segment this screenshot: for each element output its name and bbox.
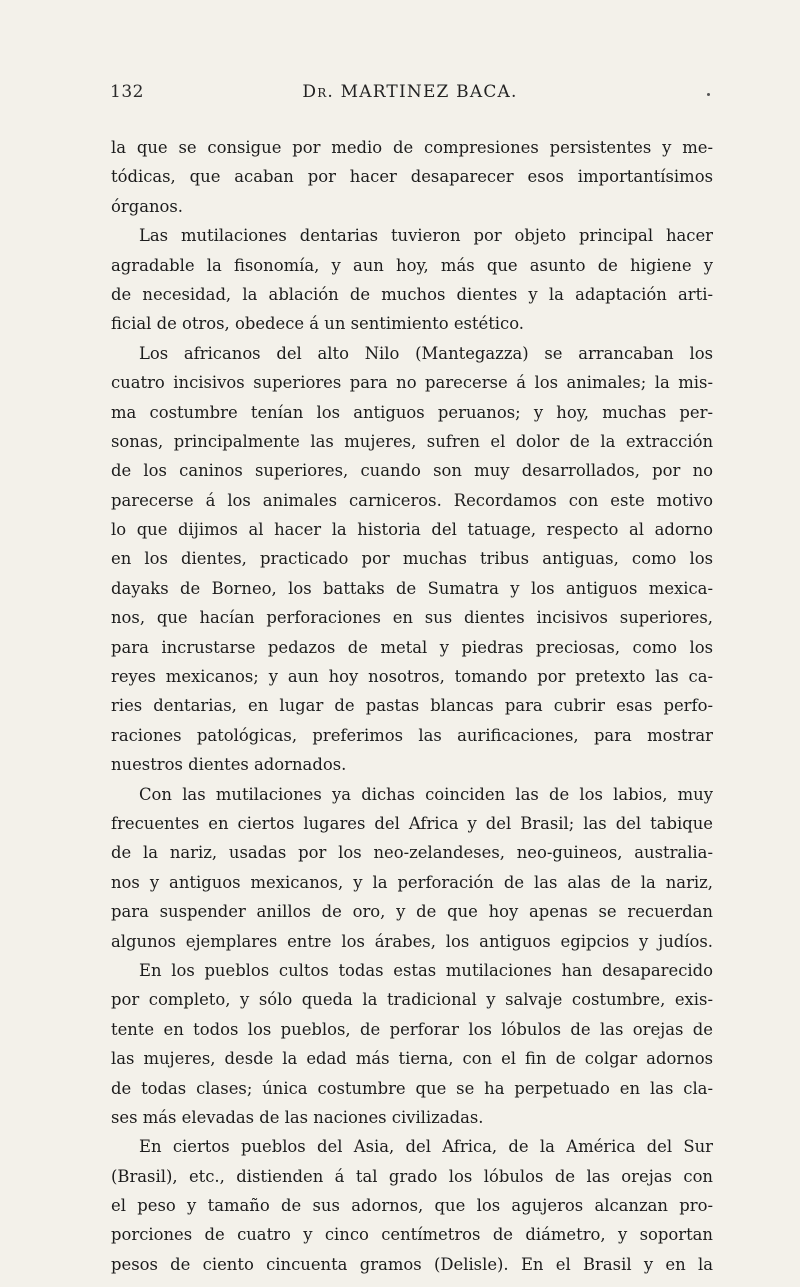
text-line: Los africanos del alto Nilo (Mantegazza) se arrancaban los xyxy=(139,343,713,363)
text-line: de todas clases; única costumbre que se ha perpetuado en las cla- xyxy=(111,1078,713,1098)
text-line: reyes mexicanos; y aun hoy nosotros, tomando por pretexto las ca- xyxy=(111,667,713,687)
text-line: Con las mutilaciones ya dichas coinciden las de los labios, muy xyxy=(139,784,713,804)
text-line: órganos. xyxy=(111,196,184,216)
text-line: (Brasil), etc., distienden á tal grado los lóbulos de las orejas con xyxy=(111,1166,713,1186)
text-line: de la nariz, usadas por los neo-zelandeses, neo-guineos, australia- xyxy=(111,843,713,863)
text-line: para incrustarse pedazos de metal y piedras preciosas, como los xyxy=(111,637,713,657)
text-line: las mujeres, desde la edad más tierna, con el fin de colgar adornos xyxy=(111,1049,713,1069)
text-line: cuatro incisivos superiores para no parecerse á los animales; la mis- xyxy=(111,373,713,393)
text-line: frecuentes en ciertos lugares del Africa y del Brasil; las del tabique xyxy=(111,813,713,833)
text-line: tódicas, que acaban por hacer desaparecer esos importantísimos xyxy=(111,167,713,187)
text-line: tente en todos los pueblos, de perforar los lóbulos de las orejas de xyxy=(111,1019,713,1039)
running-head: Dr. MARTINEZ BACA. xyxy=(302,82,518,102)
text-line: En ciertos pueblos del Asia, del Africa, de la América del Sur xyxy=(139,1137,713,1157)
text-line: nuestros dientes adornados. xyxy=(111,755,347,775)
text-line: de necesidad, la ablación de muchos dientes y la adaptación arti- xyxy=(111,284,713,304)
text-line: nos, que hacían perforaciones en sus dientes incisivos superiores, xyxy=(111,608,713,628)
text-line: de los caninos superiores, cuando son muy desarrollados, por no xyxy=(111,461,713,481)
text-line: para suspender anillos de oro, y de que hoy apenas se recuerdan xyxy=(111,902,713,922)
text-line: ficial de otros, obedece á un sentimiento estético. xyxy=(111,314,525,334)
text-line: porciones de cuatro y cinco centímetros de diámetro, y soportan xyxy=(111,1225,713,1245)
text-line: dayaks de Borneo, los battaks de Sumatra y los antiguos mexica- xyxy=(111,578,713,598)
text-line: parecerse á los animales carniceros. Recordamos con este motivo xyxy=(111,490,713,510)
text-line: pesos de ciento cincuenta gramos (Delisle). En el Brasil y en la xyxy=(111,1254,713,1274)
page-header xyxy=(110,82,710,112)
ink-speck xyxy=(707,93,710,96)
text-line: ma costumbre tenían los antiguos peruanos; y hoy, muchas per- xyxy=(111,402,713,422)
text-line: En los pueblos cultos todas estas mutilaciones han desaparecido xyxy=(139,960,713,980)
text-line: el peso y tamaño de sus adornos, que los agujeros alcanzan pro- xyxy=(111,1196,713,1216)
text-line: en los dientes, practicado por muchas tribus antiguas, como los xyxy=(111,549,713,569)
text-line: ses más elevadas de las naciones civilizadas. xyxy=(111,1107,484,1127)
text-line: agradable la fisonomía, y aun hoy, más que asunto de higiene y xyxy=(111,255,713,275)
body-text xyxy=(111,133,713,1279)
page-number: 132 xyxy=(110,82,144,102)
text-line: lo que dijimos al hacer la historia del tatuage, respecto al adorno xyxy=(111,520,713,540)
text-line: raciones patológicas, preferimos las aurificaciones, para mostrar xyxy=(111,725,713,745)
text-line: nos y antiguos mexicanos, y la perforación de las alas de la nariz, xyxy=(111,872,713,892)
text-line: algunos ejemplares entre los árabes, los antiguos egipcios y judíos. xyxy=(111,931,713,951)
text-line: la que se consigue por medio de compresiones persistentes y me- xyxy=(111,138,713,157)
text-line: sonas, principalmente las mujeres, sufren el dolor de la extracción xyxy=(111,431,713,451)
text-line: ries dentarias, en lugar de pastas blancas para cubrir esas perfo- xyxy=(111,696,713,716)
text-line: Las mutilaciones dentarias tuvieron por objeto principal hacer xyxy=(139,226,713,246)
text-line: por completo, y sólo queda la tradicional y salvaje costumbre, exis- xyxy=(111,990,713,1010)
